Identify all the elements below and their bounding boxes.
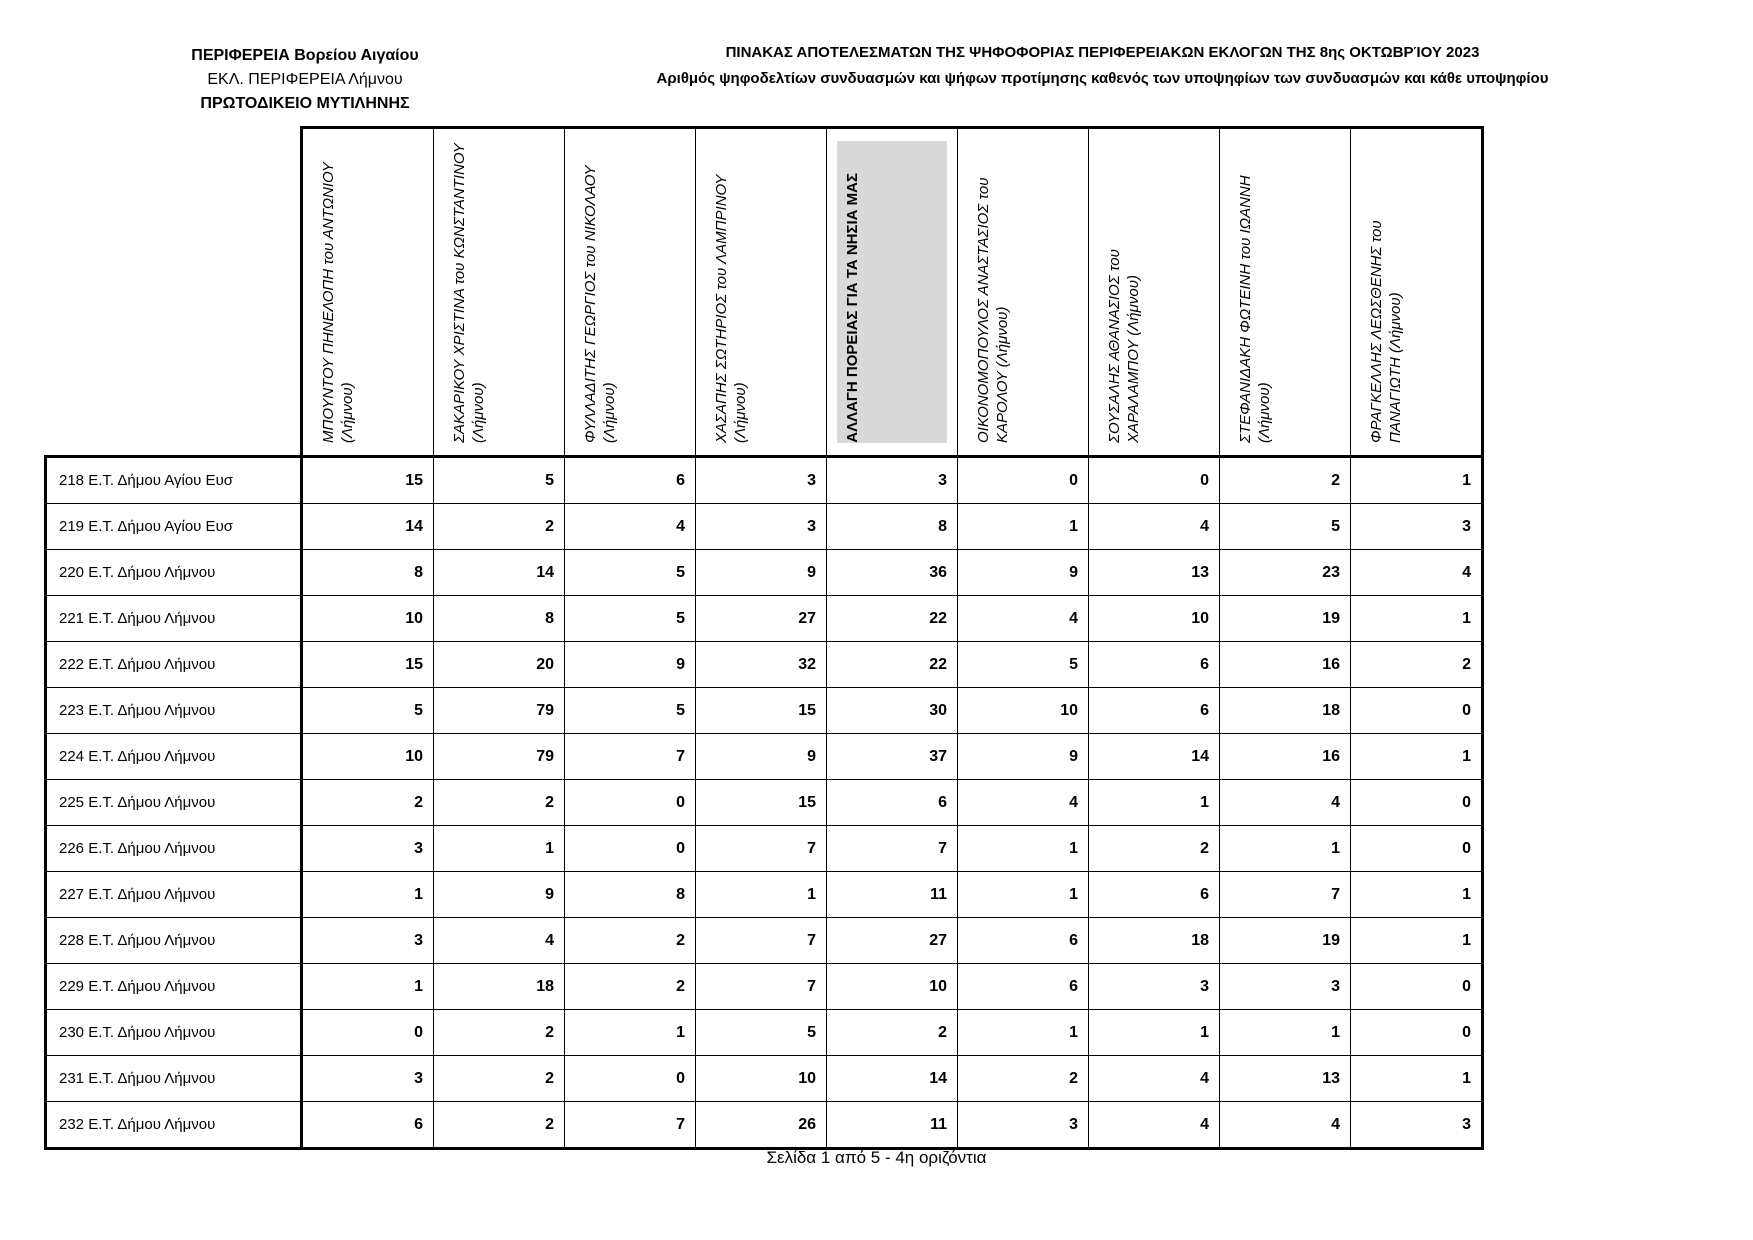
vote-count-cell: 7 xyxy=(827,826,958,872)
vote-count-cell: 1 xyxy=(1220,826,1351,872)
vote-count-cell: 7 xyxy=(696,826,827,872)
table-row xyxy=(46,734,1483,780)
vote-count-cell: 22 xyxy=(827,642,958,688)
vote-count-cell: 14 xyxy=(827,1056,958,1102)
vote-count-cell: 10 xyxy=(958,688,1089,734)
vote-count-cell: 16 xyxy=(1220,734,1351,780)
table-row xyxy=(46,642,1483,688)
polling-station-label: 228 Ε.Τ. Δήμου Λήμνου xyxy=(46,918,302,964)
vote-count-cell: 1 xyxy=(1351,457,1483,504)
vote-count-cell: 0 xyxy=(1351,688,1483,734)
vote-count-cell: 1 xyxy=(1351,918,1483,964)
table-row xyxy=(46,1010,1483,1056)
polling-station-label: 223 Ε.Τ. Δήμου Λήμνου xyxy=(46,688,302,734)
vote-count-cell: 1 xyxy=(565,1010,696,1056)
title-line-2: Αριθμός ψηφοδελτίων συνδυασμών και ψήφων προτίμησης καθενός των υποψηφίων των συνδυασμών και κάθε υποψηφίου xyxy=(656,70,1549,87)
region-bold: ΠΕΡΙΦΕΡΕΙΑ xyxy=(191,47,290,64)
vote-count-cell: 3 xyxy=(1089,964,1220,1010)
vote-count-cell: 2 xyxy=(1220,457,1351,504)
region-line xyxy=(150,44,460,68)
vote-count-cell: 5 xyxy=(565,596,696,642)
vote-count-cell: 1 xyxy=(958,1010,1089,1056)
vote-count-cell: 27 xyxy=(827,918,958,964)
column-header-label: ΧΑΣΑΠΗΣ ΣΩΤΗΡΙΟΣ του ΛΑΜΠΡΙΝΟΥ (Λήμνου) xyxy=(713,174,749,443)
table-row xyxy=(46,457,1483,504)
column-header-label: ΣΑΚΑΡΙΚΟΥ ΧΡΙΣΤΙΝΑ του ΚΩΝΣΤΑΝΤΙΝΟΥ (Λήμνου) xyxy=(451,143,487,443)
vote-count-cell: 6 xyxy=(958,964,1089,1010)
vote-count-cell: 1 xyxy=(958,872,1089,918)
vote-count-cell: 7 xyxy=(1220,872,1351,918)
vote-count-cell: 3 xyxy=(1220,964,1351,1010)
table-row xyxy=(46,780,1483,826)
polling-station-label: 227 Ε.Τ. Δήμου Λήμνου xyxy=(46,872,302,918)
vote-count-cell: 0 xyxy=(1089,457,1220,504)
vote-count-cell: 13 xyxy=(1220,1056,1351,1102)
polling-station-label: 219 Ε.Τ. Δήμου Αγίου Ευσ xyxy=(46,504,302,550)
vote-count-cell: 8 xyxy=(565,872,696,918)
vote-count-cell: 79 xyxy=(434,688,565,734)
vote-count-cell: 4 xyxy=(1089,1056,1220,1102)
vote-count-cell: 2 xyxy=(434,504,565,550)
vote-count-cell: 1 xyxy=(302,872,434,918)
vote-count-cell: 3 xyxy=(827,457,958,504)
vote-count-cell: 6 xyxy=(302,1102,434,1149)
vote-count-cell: 9 xyxy=(565,642,696,688)
vote-count-cell: 9 xyxy=(434,872,565,918)
vote-count-cell: 10 xyxy=(302,596,434,642)
vote-count-cell: 15 xyxy=(302,457,434,504)
corner-cell xyxy=(46,128,302,457)
candidate-column-header xyxy=(696,128,827,457)
polling-station-label: 222 Ε.Τ. Δήμου Λήμνου xyxy=(46,642,302,688)
column-header-label: ΣΟΥΣΑΛΗΣ ΑΘΑΝΑΣΙΟΣ του ΧΑΡΑΛΑΜΠΟΥ (Λήμνου) xyxy=(1106,249,1142,443)
vote-count-cell: 0 xyxy=(1351,826,1483,872)
vote-count-cell: 14 xyxy=(1089,734,1220,780)
vote-count-cell: 2 xyxy=(565,918,696,964)
vote-count-cell: 1 xyxy=(1351,596,1483,642)
vote-count-cell: 1 xyxy=(1351,734,1483,780)
polling-station-label: 226 Ε.Τ. Δήμου Λήμνου xyxy=(46,826,302,872)
vote-count-cell: 0 xyxy=(958,457,1089,504)
column-header-label: ΟΙΚΟΝΟΜΟΠΟΥΛΟΣ ΑΝΑΣΤΑΣΙΟΣ του ΚΑΡΟΛΟΥ (Λήμνου) xyxy=(975,177,1011,443)
vote-count-cell: 5 xyxy=(302,688,434,734)
polling-station-label: 229 Ε.Τ. Δήμου Λήμνου xyxy=(46,964,302,1010)
table-row xyxy=(46,596,1483,642)
vote-count-cell: 11 xyxy=(827,1102,958,1149)
vote-count-cell: 3 xyxy=(1351,1102,1483,1149)
vote-count-cell: 1 xyxy=(302,964,434,1010)
table-row xyxy=(46,918,1483,964)
polling-station-label: 220 Ε.Τ. Δήμου Λήμνου xyxy=(46,550,302,596)
vote-count-cell: 1 xyxy=(1089,1010,1220,1056)
column-header-label: ΜΠΟΥΝΤΟΥ ΠΗΝΕΛΟΠΗ του ΑΝΤΩΝΙΟΥ (Λήμνου) xyxy=(320,162,356,443)
vote-count-cell: 6 xyxy=(1089,872,1220,918)
vote-count-cell: 22 xyxy=(827,596,958,642)
vote-count-cell: 0 xyxy=(1351,780,1483,826)
vote-count-cell: 18 xyxy=(1089,918,1220,964)
polling-station-label: 231 Ε.Τ. Δήμου Λήμνου xyxy=(46,1056,302,1102)
vote-count-cell: 6 xyxy=(565,457,696,504)
polling-station-label: 232 Ε.Τ. Δήμου Λήμνου xyxy=(46,1102,302,1149)
column-header-label: ΑΛΛΑΓΗ ΠΟΡΕΙΑΣ ΓΙΑ ΤΑ ΝΗΣΙΑ ΜΑΣ xyxy=(844,173,861,443)
vote-count-cell: 6 xyxy=(1089,642,1220,688)
vote-count-cell: 8 xyxy=(302,550,434,596)
vote-count-cell: 2 xyxy=(958,1056,1089,1102)
vote-count-cell: 13 xyxy=(1089,550,1220,596)
vote-count-cell: 14 xyxy=(302,504,434,550)
column-header-row xyxy=(46,128,1483,457)
polling-station-label: 225 Ε.Τ. Δήμου Λήμνου xyxy=(46,780,302,826)
vote-count-cell: 19 xyxy=(1220,596,1351,642)
polling-station-label: 230 Ε.Τ. Δήμου Λήμνου xyxy=(46,1010,302,1056)
page-footer: Σελίδα 1 από 5 - 4η οριζόντια xyxy=(766,1148,987,1167)
vote-count-cell: 0 xyxy=(565,780,696,826)
vote-count-cell: 8 xyxy=(827,504,958,550)
vote-count-cell: 2 xyxy=(434,1102,565,1149)
court-name: ΠΡΩΤΟΔΙΚΕΙΟ ΜΥΤΙΛΗΝΗΣ xyxy=(200,95,410,112)
polling-station-label: 224 Ε.Τ. Δήμου Λήμνου xyxy=(46,734,302,780)
vote-count-cell: 18 xyxy=(434,964,565,1010)
vote-count-cell: 2 xyxy=(434,780,565,826)
candidate-column-header xyxy=(1089,128,1220,457)
vote-count-cell: 1 xyxy=(1351,872,1483,918)
vote-count-cell: 11 xyxy=(827,872,958,918)
vote-count-cell: 4 xyxy=(434,918,565,964)
vote-count-cell: 4 xyxy=(1089,1102,1220,1149)
document-header xyxy=(150,44,460,116)
vote-count-cell: 15 xyxy=(302,642,434,688)
table-row xyxy=(46,872,1483,918)
vote-count-cell: 5 xyxy=(696,1010,827,1056)
candidate-column-header xyxy=(565,128,696,457)
vote-count-cell: 5 xyxy=(1220,504,1351,550)
table-row xyxy=(46,964,1483,1010)
vote-count-cell: 1 xyxy=(1220,1010,1351,1056)
vote-count-cell: 26 xyxy=(696,1102,827,1149)
vote-count-cell: 3 xyxy=(302,1056,434,1102)
table-row xyxy=(46,826,1483,872)
table-title xyxy=(540,40,1665,92)
vote-count-cell: 27 xyxy=(696,596,827,642)
vote-count-cell: 0 xyxy=(565,826,696,872)
vote-count-cell: 3 xyxy=(302,918,434,964)
table-row xyxy=(46,688,1483,734)
vote-count-cell: 1 xyxy=(958,826,1089,872)
vote-count-cell: 1 xyxy=(434,826,565,872)
vote-count-cell: 6 xyxy=(1089,688,1220,734)
vote-count-cell: 36 xyxy=(827,550,958,596)
vote-count-cell: 7 xyxy=(565,1102,696,1149)
vote-count-cell: 7 xyxy=(565,734,696,780)
vote-count-cell: 18 xyxy=(1220,688,1351,734)
vote-count-cell: 2 xyxy=(434,1010,565,1056)
polling-station-label: 218 Ε.Τ. Δήμου Αγίου Ευσ xyxy=(46,457,302,504)
table-row xyxy=(46,1056,1483,1102)
vote-count-cell: 15 xyxy=(696,780,827,826)
vote-count-cell: 0 xyxy=(565,1056,696,1102)
region-name: Βορείου Αιγαίου xyxy=(294,47,419,64)
vote-count-cell: 6 xyxy=(827,780,958,826)
vote-count-cell: 2 xyxy=(434,1056,565,1102)
results-table xyxy=(44,126,1484,1150)
column-header-label: ΦΥΛΛΑΔΙΤΗΣ ΓΕΩΡΓΙΟΣ του ΝΙΚΟΛΑΟΥ (Λήμνου) xyxy=(582,165,618,443)
vote-count-cell: 9 xyxy=(958,734,1089,780)
vote-count-cell: 2 xyxy=(565,964,696,1010)
vote-count-cell: 2 xyxy=(1351,642,1483,688)
vote-count-cell: 7 xyxy=(696,964,827,1010)
party-column-header xyxy=(827,128,958,457)
vote-count-cell: 3 xyxy=(696,457,827,504)
vote-count-cell: 2 xyxy=(302,780,434,826)
vote-count-cell: 3 xyxy=(958,1102,1089,1149)
vote-count-cell: 9 xyxy=(696,550,827,596)
column-header-label: ΦΡΑΓΚΕΛΛΗΣ ΛΕΩΣΘΕΝΗΣ του ΠΑΝΑΓΙΩΤΗ (Λήμνου) xyxy=(1368,220,1404,443)
vote-count-cell: 5 xyxy=(565,550,696,596)
table-body xyxy=(46,457,1483,1149)
vote-count-cell: 9 xyxy=(958,550,1089,596)
vote-count-cell: 4 xyxy=(565,504,696,550)
vote-count-cell: 4 xyxy=(958,596,1089,642)
vote-count-cell: 1 xyxy=(1089,780,1220,826)
vote-count-cell: 0 xyxy=(1351,964,1483,1010)
vote-count-cell: 6 xyxy=(958,918,1089,964)
table-row xyxy=(46,1102,1483,1149)
vote-count-cell: 7 xyxy=(696,918,827,964)
electoral-region: ΕΚΛ. ΠΕΡΙΦΕΡΕΙΑ Λήμνου xyxy=(207,71,403,88)
vote-count-cell: 4 xyxy=(958,780,1089,826)
vote-count-cell: 15 xyxy=(696,688,827,734)
vote-count-cell: 5 xyxy=(434,457,565,504)
vote-count-cell: 32 xyxy=(696,642,827,688)
results-table-wrapper xyxy=(44,126,1484,1150)
vote-count-cell: 3 xyxy=(1351,504,1483,550)
vote-count-cell: 3 xyxy=(302,826,434,872)
vote-count-cell: 2 xyxy=(827,1010,958,1056)
vote-count-cell: 5 xyxy=(958,642,1089,688)
vote-count-cell: 10 xyxy=(696,1056,827,1102)
table-row xyxy=(46,504,1483,550)
table-row xyxy=(46,550,1483,596)
vote-count-cell: 5 xyxy=(565,688,696,734)
title-line-1: ΠΙΝΑΚΑΣ ΑΠΟΤΕΛΕΣΜΑΤΩΝ ΤΗΣ ΨΗΦΟΦΟΡΙΑΣ ΠΕΡΙΦΕΡΕΙΑΚΩΝ ΕΚΛΟΓΩΝ ΤΗΣ 8ης ΟΚΤΩΒΡΊΟΥ 2023 xyxy=(725,44,1480,61)
vote-count-cell: 23 xyxy=(1220,550,1351,596)
vote-count-cell: 4 xyxy=(1220,1102,1351,1149)
vote-count-cell: 8 xyxy=(434,596,565,642)
vote-count-cell: 14 xyxy=(434,550,565,596)
vote-count-cell: 0 xyxy=(302,1010,434,1056)
vote-count-cell: 10 xyxy=(1089,596,1220,642)
vote-count-cell: 19 xyxy=(1220,918,1351,964)
polling-station-label: 221 Ε.Τ. Δήμου Λήμνου xyxy=(46,596,302,642)
column-header-label: ΣΤΕΦΑΝΙΔΑΚΗ ΦΩΤΕΙΝΗ του ΙΩΑΝΝΗ (Λήμνου) xyxy=(1237,175,1273,443)
candidate-column-header xyxy=(1351,128,1483,457)
vote-count-cell: 4 xyxy=(1220,780,1351,826)
candidate-column-header xyxy=(434,128,565,457)
vote-count-cell: 0 xyxy=(1351,1010,1483,1056)
vote-count-cell: 79 xyxy=(434,734,565,780)
vote-count-cell: 2 xyxy=(1089,826,1220,872)
vote-count-cell: 4 xyxy=(1089,504,1220,550)
vote-count-cell: 16 xyxy=(1220,642,1351,688)
candidate-column-header xyxy=(302,128,434,457)
vote-count-cell: 30 xyxy=(827,688,958,734)
vote-count-cell: 10 xyxy=(827,964,958,1010)
vote-count-cell: 1 xyxy=(958,504,1089,550)
candidate-column-header xyxy=(958,128,1089,457)
vote-count-cell: 1 xyxy=(696,872,827,918)
vote-count-cell: 37 xyxy=(827,734,958,780)
vote-count-cell: 9 xyxy=(696,734,827,780)
vote-count-cell: 1 xyxy=(1351,1056,1483,1102)
vote-count-cell: 3 xyxy=(696,504,827,550)
candidate-column-header xyxy=(1220,128,1351,457)
vote-count-cell: 20 xyxy=(434,642,565,688)
vote-count-cell: 10 xyxy=(302,734,434,780)
vote-count-cell: 4 xyxy=(1351,550,1483,596)
